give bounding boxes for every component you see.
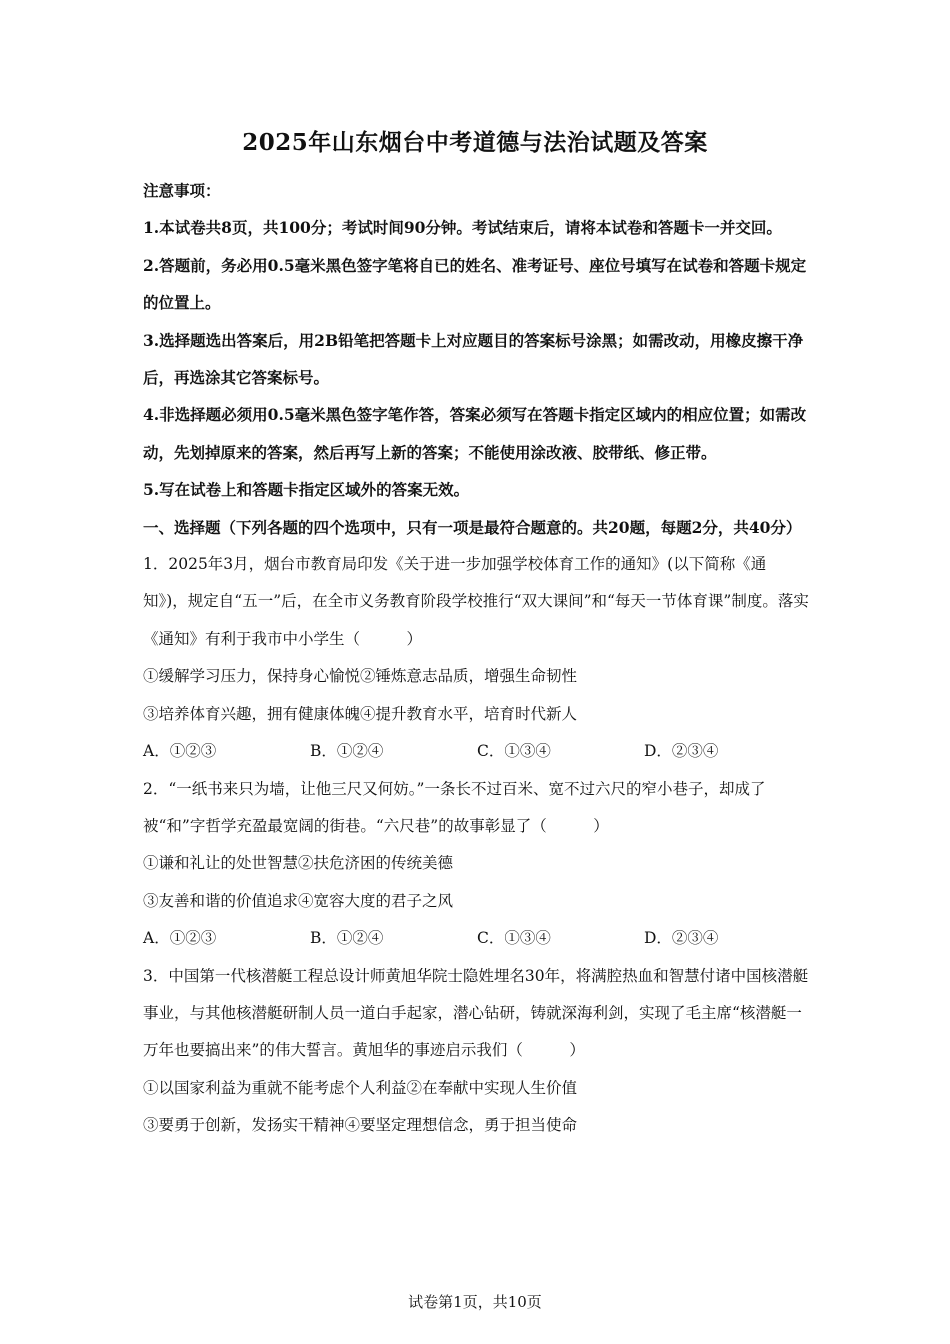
question-options: [143, 920, 811, 957]
question-statements: ①缓解学习压力，保持身心愉悦②锤炼意志品质，增强生命韧性: [143, 667, 578, 686]
question-statements: ③友善和谐的价值追求④宽容大度的君子之风: [143, 891, 454, 910]
option-b: B．①②④: [310, 742, 384, 761]
notice-item: 2.答题前，务必用0.5毫米黑色签字笔将自已的姓名、准考证号、座位号填写在试卷和答题卡规定的位置上。: [143, 255, 807, 313]
option-a: A．①②③: [143, 929, 217, 948]
question-statements: ③培养体育兴趣，拥有健康体魄④提升教育水平，培育时代新人: [143, 704, 578, 723]
notice-heading: 注意事项：: [143, 181, 221, 200]
question-statements: ①谦和礼让的处世智慧②扶危济困的传统美德: [143, 854, 454, 873]
page-title: 2025年山东烟台中考道德与法治试题及答案: [242, 129, 708, 156]
question-stem: 2．“一纸书来只为墙，让他三尺又何妨。”一条长不过百米、宽不过六尺的窄小巷子，却成了被“和”字哲学充盈最宽阔的街巷。“六尺巷”的故事彰显了（ ）: [143, 779, 766, 835]
notice-item: 1.本试卷共8页，共100分；考试时间90分钟。考试结束后，请将本试卷和答题卡一并交回。: [143, 218, 782, 238]
notice-item: 4.非选择题必须用0.5毫米黑色签字笔作答，答案必须写在答题卡指定区域内的相应位置；如需改动，先划掉原来的答案，然后再写上新的答案；不能使用涂改液、胶带纸、修正带。: [143, 405, 807, 462]
page-footer: 试卷第1页，共10页: [408, 1293, 542, 1311]
option-c: C．①③④: [477, 742, 551, 761]
question-statements: ①以国家利益为重就不能考虑个人利益②在奉献中实现人生价值: [143, 1078, 578, 1097]
notice-item: 3.选择题选出答案后，用2B铅笔把答题卡上对应题目的答案标号涂黑；如需改动，用橡皮擦干净后，再选涂其它答案标号。: [143, 330, 804, 388]
option-c: C．①③④: [477, 929, 551, 948]
option-a: A．①②③: [143, 742, 217, 761]
question-stem: 3．中国第一代核潜艇工程总设计师黄旭华院士隐姓埋名30年，将满腔热血和智慧付诸中国核潜艇事业，与其他核潜艇研制人员一道白手起家，潜心钻研，铸就深海利剑，实现了毛主席“核潜艇一万年也要搞出来”的伟大誓言。黄旭华的事迹启示我们（ ）: [143, 966, 809, 1060]
question-options: [143, 733, 811, 770]
question-stem: 1．2025年3月，烟台市教育局印发《关于进一步加强学校体育工作的通知》(以下简称《通知》)，规定自“五一”后，在全市义务教育阶段学校推行“双大课间”和“每天一节体育课”制度。落实《通知》有利于我市中小学生（ ）: [143, 555, 809, 648]
option-b: B．①②④: [310, 929, 384, 948]
notice-item: 5.写在试卷上和答题卡指定区域外的答案无效。: [143, 480, 470, 500]
option-d: D．②③④: [644, 929, 719, 948]
page-content: [143, 172, 811, 1145]
section-heading: 一、选择题（下列各题的四个选项中，只有一项是最符合题意的。共20题，每题2分，共40分）: [143, 517, 802, 537]
question-statements: ③要勇于创新，发扬实干精神④要坚定理想信念，勇于担当使命: [143, 1116, 578, 1135]
option-d: D．②③④: [644, 742, 719, 761]
